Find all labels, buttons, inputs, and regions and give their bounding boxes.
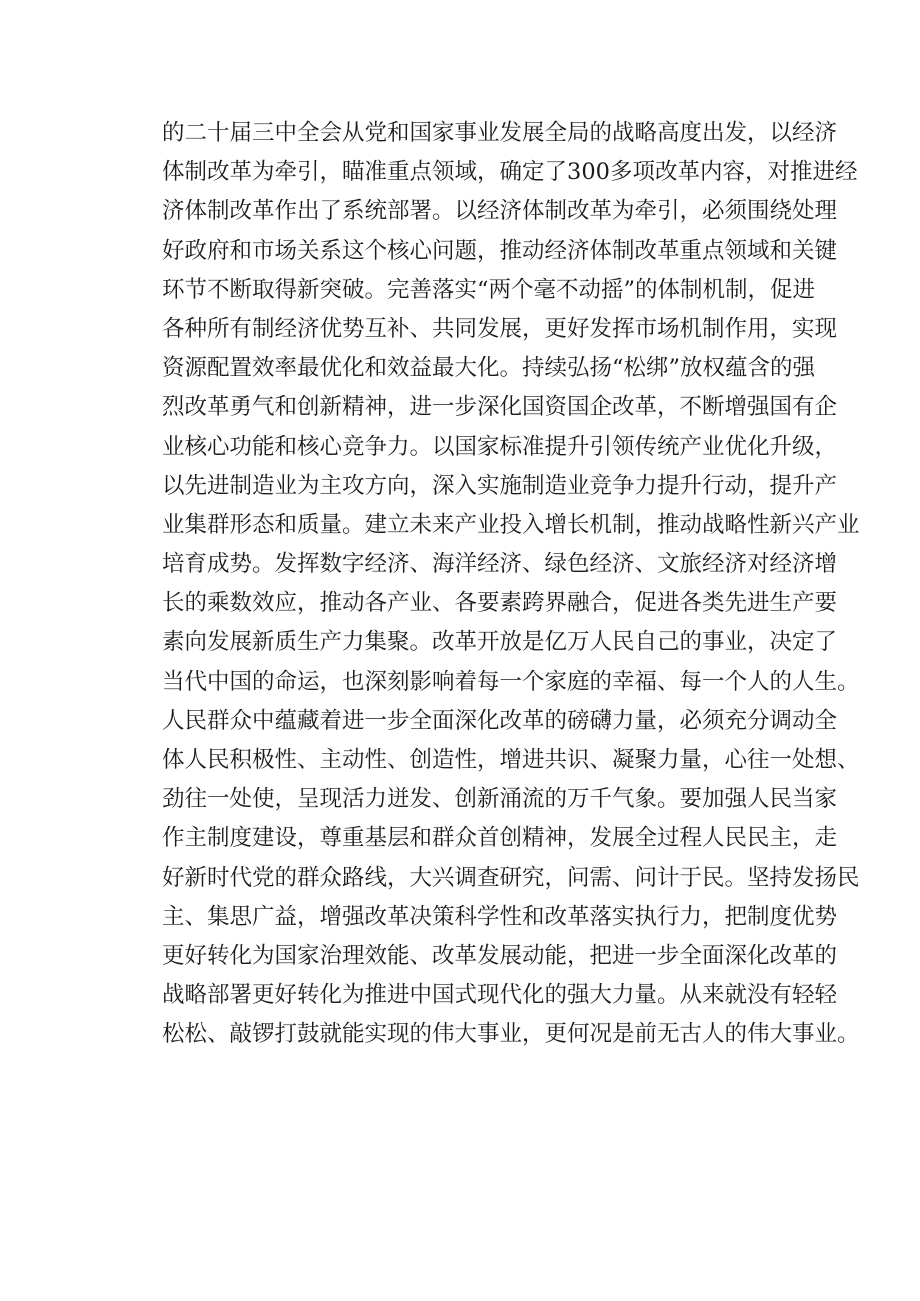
text-line: 松松、敲锣打鼓就能实现的伟大事业，更何况是前无古人的伟大事业。: [162, 1021, 860, 1048]
text-line: 作主制度建设，尊重基层和群众首创精神，发展全过程人民民主，走: [162, 825, 838, 852]
text-line: 长的乘数效应，推动各产业、各要素跨界融合，促进各类先进生产要: [162, 590, 838, 617]
text-line: 济体制改革作出了系统部署。以经济体制改革为牵引，必须围绕处理: [162, 198, 838, 225]
text-line: 以先进制造业为主攻方向，深入实施制造业竞争力提升行动，提升产: [162, 472, 838, 499]
text-line: 资源配置效率最优化和效益最大化。持续弘扬“松绑”放权蕴含的强: [162, 355, 816, 382]
text-line: 战略部署更好转化为推进中国式现代化的强大力量。从来就没有轻轻: [162, 982, 838, 1009]
body-text: [162, 114, 860, 1055]
text-line: 好政府和市场关系这个核心问题，推动经济体制改革重点领域和关键: [162, 237, 838, 264]
text-line: 业集群形态和质量。建立未来产业投入增长机制，推动战略性新兴产业: [162, 511, 860, 538]
text-line: 体制改革为牵引，瞄准重点领域，确定了300多项改革内容，对推进经: [162, 159, 858, 186]
text-line: 当代中国的命运，也深刻影响着每一个家庭的幸福、每一个人的人生。: [162, 668, 860, 695]
text-line: 体人民积极性、主动性、创造性，增进共识、凝聚力量，心往一处想、: [162, 747, 860, 773]
text-line: 素向发展新质生产力集聚。改革开放是亿万人民自己的事业，决定了: [162, 629, 838, 656]
text-line: 各种所有制经济优势互补、共同发展，更好发挥市场机制作用，实现: [162, 315, 838, 342]
text-line: 培育成势。发挥数字经济、海洋经济、绿色经济、文旅经济对经济增: [162, 551, 838, 578]
text-line: 业核心功能和核心竞争力。以国家标准提升引领传统产业优化升级，: [162, 433, 838, 460]
text-line: 主、集思广益，增强改革决策科学性和改革落实执行力，把制度优势: [162, 903, 838, 930]
text-line: 劲往一处使，呈现活力迸发、创新涌流的万千气象。要加强人民当家: [162, 786, 838, 813]
text-line: 的二十届三中全会从党和国家事业发展全局的战略高度出发，以经济: [162, 120, 838, 146]
text-line: 好新时代党的群众路线，大兴调查研究，问需、问计于民。坚持发扬民: [162, 864, 860, 891]
text-line: 环节不断取得新突破。完善落实“两个毫不动摇”的体制机制，促进: [162, 276, 816, 303]
text-line: 更好转化为国家治理效能、改革发展动能，把进一步全面深化改革的: [162, 942, 838, 969]
text-line: 人民群众中蕴藏着进一步全面深化改革的磅礴力量，必须充分调动全: [162, 707, 838, 734]
text-line: 烈改革勇气和创新精神，进一步深化国资国企改革，不断增强国有企: [162, 394, 838, 421]
